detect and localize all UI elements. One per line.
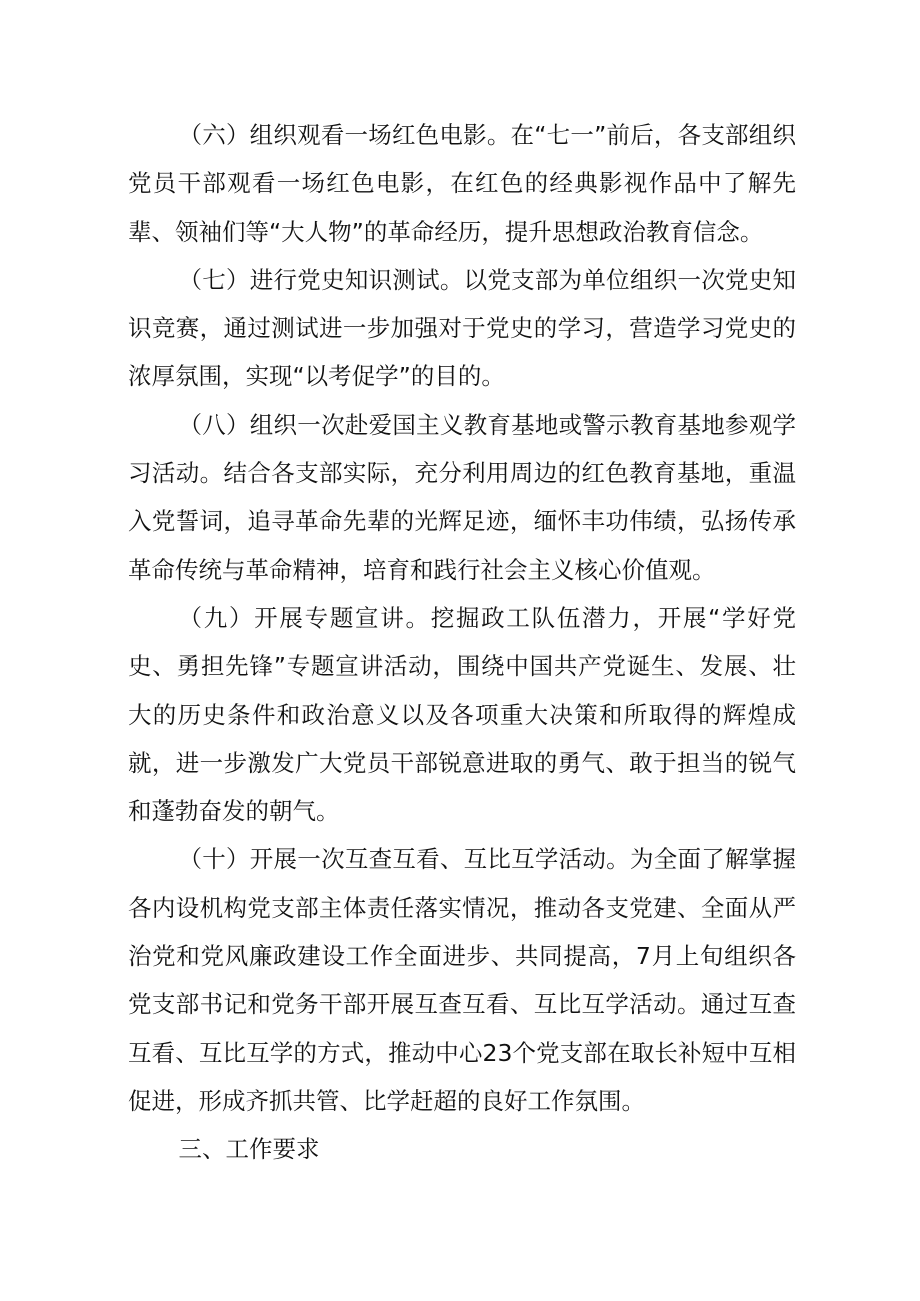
paragraph-8: （八）组织一次赴爱国主义教育基地或警示教育基地参观学习活动。结合各支部实际，充分利用周边的红色教育基地，重温入党誓词，追寻革命先辈的光辉足迹，缅怀丰功伟绩，弘扬传承革命传统与革命精神，培育和践行社会主义核心价值观。 [128, 410, 796, 584]
document-body [128, 111, 796, 1174]
paragraph-9: （九）开展专题宣讲。挖掘政工队伍潜力，开展“学好党史、勇担先锋”专题宣讲活动，围绕中国共产党诞生、发展、壮大的历史条件和政治意义以及各项重大决策和所取得的辉煌成就，进一步激发广大党员干部锐意进取的勇气、敢于担当的锐气和蓬勃奋发的朝气。 [128, 603, 796, 826]
section-heading: 三、工作要求 [178, 1135, 320, 1164]
paragraph-10: （十）开展一次互查互看、互比互学活动。为全面了解掌握各内设机构党支部主体责任落实情况，推动各支党建、全面从严治党和党风廉政建设工作全面进步、共同提高，7月上旬组织各党支部书记和党务干部开展互查互看、互比互学活动。通过互查互看、互比互学的方式，推动中心23个党支部在取长补短中互相促进，形成齐抓共管、比学赶超的良好工作氛围。 [128, 845, 796, 1115]
paragraph-6: （六）组织观看一场红色电影。在“七一”前后，各支部组织党员干部观看一场红色电影，在红色的经典影视作品中了解先辈、领袖们等“大人物”的革命经历，提升思想政治教育信念。 [128, 121, 796, 246]
paragraph-7: （七）进行党史知识测试。以党支部为单位组织一次党史知识竞赛，通过测试进一步加强对于党史的学习，营造学习党史的浓厚氛围，实现“以考促学”的目的。 [128, 265, 796, 391]
